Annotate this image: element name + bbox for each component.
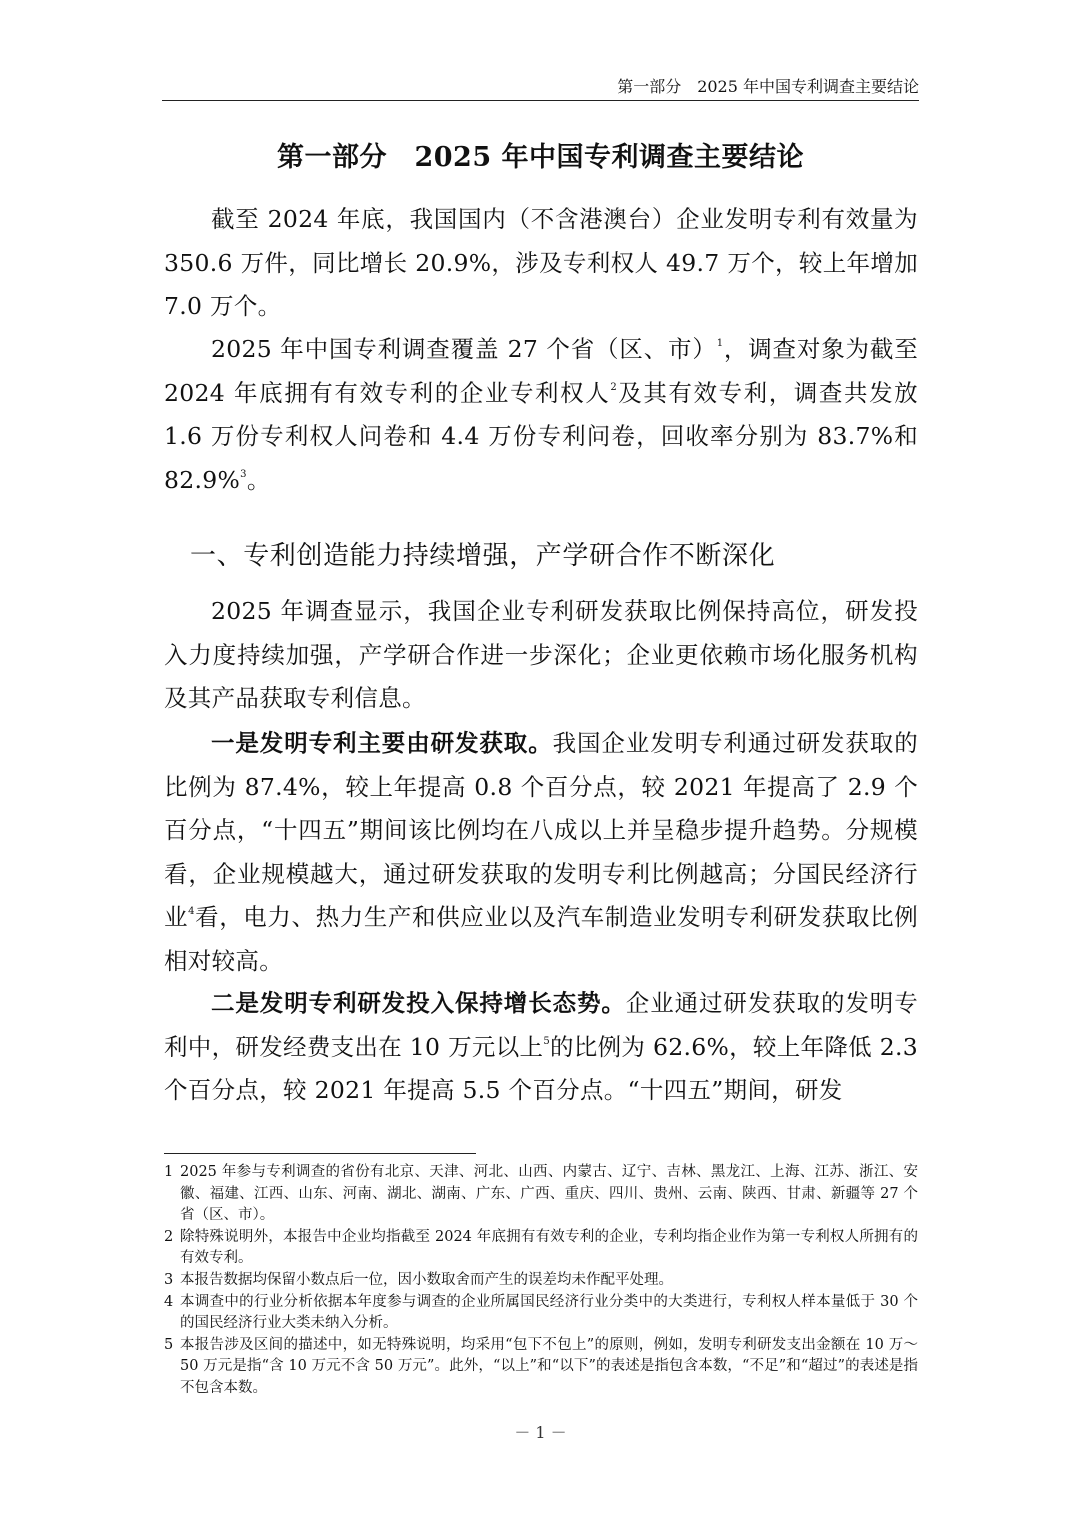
footnote-number: 5 bbox=[164, 1336, 174, 1353]
point-1-lead: 一是发明专利主要由研发获取。 bbox=[211, 729, 553, 757]
header-rule bbox=[162, 100, 919, 101]
point-1-paragraph-text bbox=[164, 722, 918, 983]
footnote-number: 2 bbox=[164, 1228, 174, 1245]
page-title: 第一部分 2025 年中国专利调查主要结论 bbox=[276, 142, 805, 173]
footnote-3 bbox=[164, 1270, 918, 1292]
footnote-text: 本报告数据均保留小数点后一位，因小数取舍而产生的误差均未作配平处理。 bbox=[180, 1271, 673, 1288]
footnote-2 bbox=[164, 1227, 918, 1270]
footnote-ref-1[interactable]: 1 bbox=[716, 338, 724, 350]
intro-p2-part-c: 及其有效专利，调查共发放 1.6 万份专利权人问卷和 4.4 万份专利问卷，回收率分别为 83.7%和 82.9% bbox=[164, 378, 918, 494]
running-header: 第一部分 2025 年中国专利调查主要结论 bbox=[617, 77, 919, 96]
point-2-part-a: 企业通过研发获取的发明专利中，研发经费支出在 10 万元以上 bbox=[164, 989, 918, 1061]
footnotes bbox=[164, 1162, 918, 1400]
footnote-text: 本报告涉及区间的描述中，如无特殊说明，均采用“包下不包上”的原则，例如，发明专利研发支出金额在 10 万～50 万元是指“含 10 万元不含 50 万元”。此外，“以上”和“以下”的表述是指包含本数，“不足”和“超过”的表述是指不包含本数。 bbox=[180, 1336, 918, 1396]
intro-p2-part-b: ，调查对象为截至 2024 年底拥有有效专利的企业专利权人 bbox=[164, 335, 918, 407]
footnote-ref-2[interactable]: 2 bbox=[610, 381, 617, 393]
point-2-paragraph bbox=[164, 982, 918, 1113]
page-number: － 1 － bbox=[514, 1423, 567, 1442]
footnote-1 bbox=[164, 1162, 918, 1227]
footnote-text: 2025 年参与专利调查的省份有北京、天津、河北、山西、内蒙古、辽宁、吉林、黑龙江、上海、江苏、浙江、安徽、福建、江西、山东、河南、湖北、湖南、广东、广西、重庆、四川、贵州、云南、陕西、甘肃、新疆等 27 个省（区、市）。 bbox=[180, 1164, 918, 1224]
section-heading-1: 一、专利创造能力持续增强，产学研合作不断深化 bbox=[190, 541, 776, 571]
footnote-rule bbox=[164, 1153, 476, 1154]
section-1-paragraph bbox=[164, 590, 918, 721]
intro-paragraph-1-text: 截至 2024 年底，我国国内（不含港澳台）企业发明专利有效量为 350.6 万件，同比增长 20.9%，涉及专利权人 49.7 万个，较上年增加 7.0 万个。 bbox=[164, 205, 918, 320]
footnote-number: 3 bbox=[164, 1271, 174, 1288]
intro-p2-part-a: 2025 年中国专利调查覆盖 27 个省（区、市） bbox=[211, 335, 717, 363]
footnote-text: 本调查中的行业分析依据本年度参与调查的企业所属国民经济行业分类中的大类进行，专利权人样本量低于 30 个的国民经济行业大类未纳入分析。 bbox=[180, 1293, 918, 1332]
footnote-number: 4 bbox=[164, 1293, 174, 1310]
intro-paragraph-2 bbox=[164, 328, 918, 502]
footnote-number: 1 bbox=[164, 1164, 174, 1180]
point-2-paragraph-text bbox=[164, 982, 918, 1113]
point-1-part-a: 我国企业发明专利通过研发获取的比例为 87.4%，较上年提高 0.8 个百分点，较 2021 年提高了 2.9 个百分点，“十四五”期间该比例均在八成以上并呈稳步提升趋势。分规模看，企业规模越大，通过研发获取的发明专利比例越高；分国民经济行业 bbox=[164, 729, 919, 931]
footnote-text: 除特殊说明外，本报告中企业均指截至 2024 年底拥有有效专利的企业，专利均指企业作为第一专利权人所拥有的有效专利。 bbox=[180, 1228, 918, 1267]
footnote-ref-5[interactable]: 5 bbox=[543, 1035, 550, 1047]
section-1-paragraph-text: 2025 年调查显示，我国企业专利研发获取比例保持高位，研发投入力度持续加强，产学研合作进一步深化；企业更依赖市场化服务机构及其产品获取专利信息。 bbox=[164, 597, 918, 712]
point-2-part-b: 的比例为 62.6%，较上年降低 2.3 个百分点，较 2021 年提高 5.5 个百分点。“十四五”期间，研发 bbox=[164, 1032, 919, 1104]
point-2-lead: 二是发明专利研发投入保持增长态势。 bbox=[211, 989, 626, 1017]
footnote-ref-4[interactable]: 4 bbox=[188, 906, 195, 918]
intro-paragraph-2-text bbox=[164, 328, 918, 502]
intro-paragraph-1 bbox=[164, 198, 918, 329]
intro-p2-part-d: 。 bbox=[246, 465, 271, 494]
point-1-paragraph bbox=[164, 722, 918, 983]
footnote-5 bbox=[164, 1335, 918, 1400]
footnote-ref-3[interactable]: 3 bbox=[240, 468, 247, 480]
point-1-part-b: 看，电力、热力生产和供应业以及汽车制造业发明专利研发获取比例相对较高。 bbox=[164, 903, 918, 975]
footnote-4 bbox=[164, 1292, 918, 1335]
